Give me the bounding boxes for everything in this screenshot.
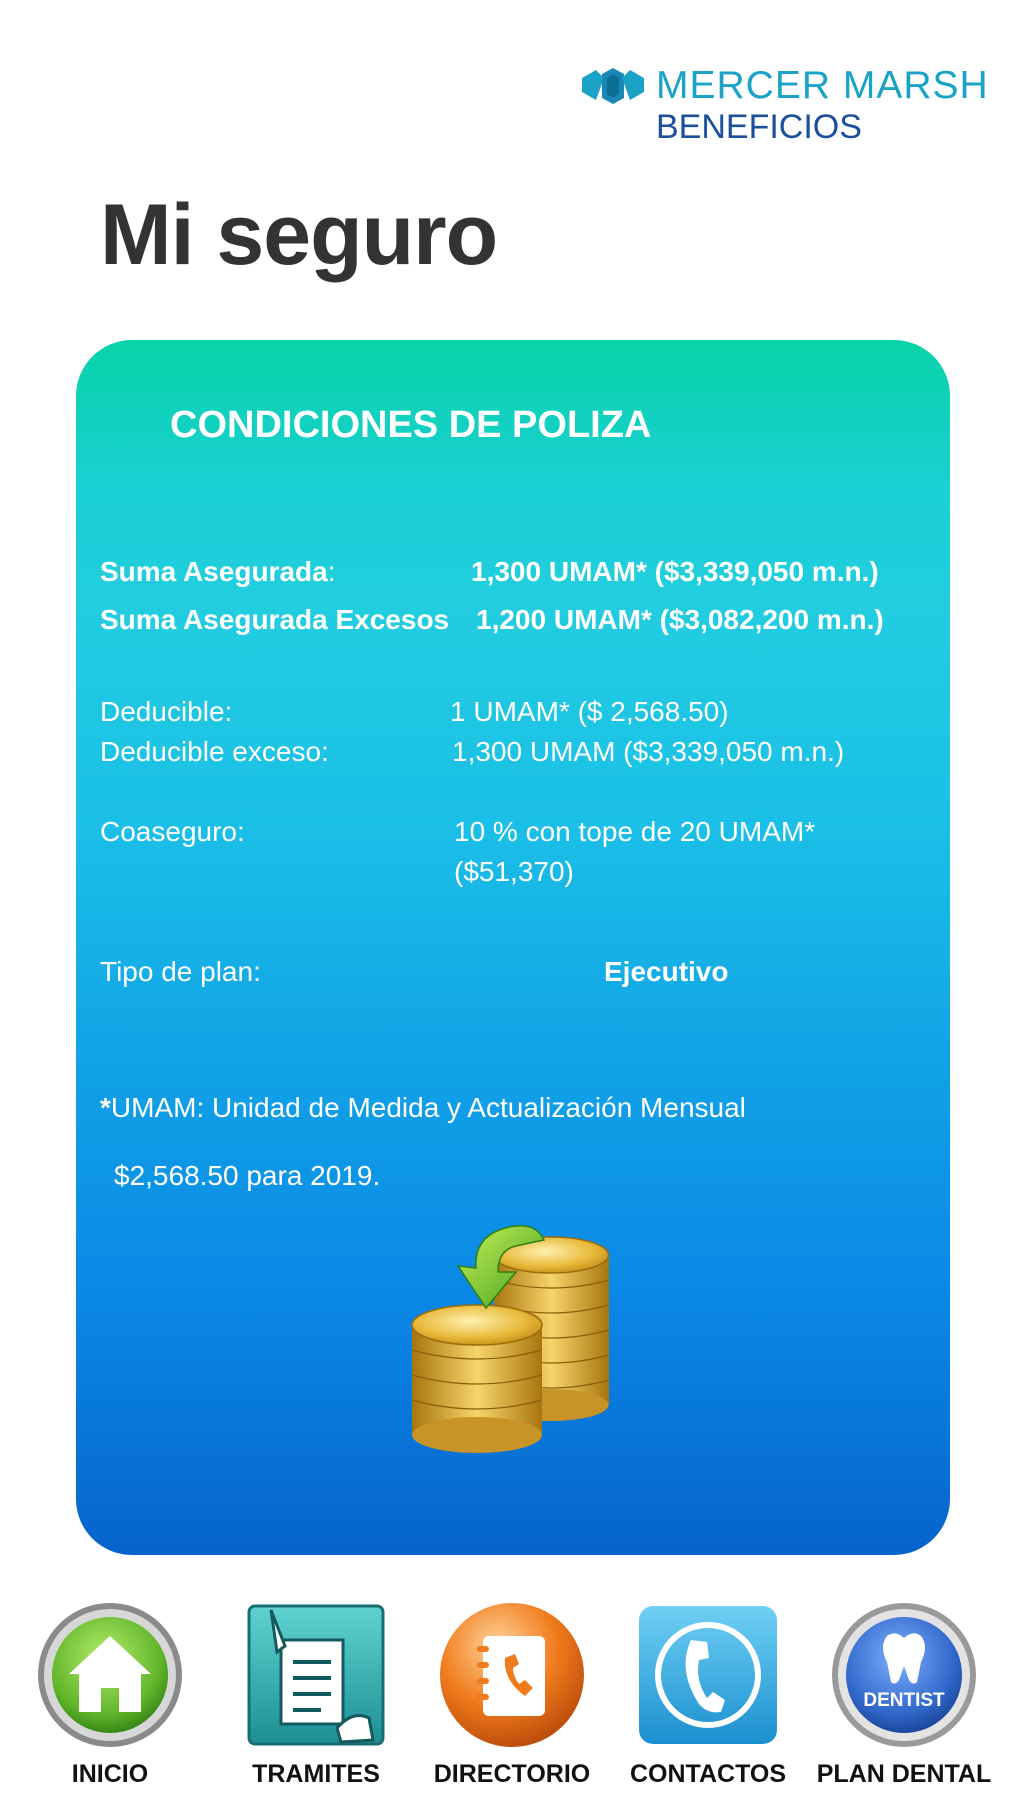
suma-excesos-label: Suma Asegurada Excesos xyxy=(100,604,450,635)
dentist-icon-text: DENTIST xyxy=(863,1690,945,1711)
home-icon xyxy=(35,1600,185,1750)
deducible-exceso-value: 1,300 UMAM ($3,339,050 m.n.) xyxy=(452,736,845,767)
nav-inicio-label: INICIO xyxy=(71,1760,149,1788)
suma-asegurada-label: Suma Asegurada: xyxy=(100,556,336,587)
nav-inicio-button[interactable] xyxy=(20,1600,200,1805)
mercer-marsh-logo xyxy=(580,62,989,152)
nav-tramites-label: TRAMITES xyxy=(252,1760,380,1788)
logo-mark-icon xyxy=(582,68,644,104)
nav-plan-dental-label: PLAN DENTAL xyxy=(816,1760,992,1788)
coaseguro-value: 10 % con tope de 20 UMAM* xyxy=(454,816,816,847)
address-book-icon xyxy=(437,1600,587,1750)
policy-conditions-card xyxy=(76,340,950,1555)
footnote-definition: *UMAM: Unidad de Medida y Actualización Mensual xyxy=(100,1092,746,1123)
footnote-value: $2,568.50 para 2019. xyxy=(114,1160,381,1191)
tipo-plan-value: Ejecutivo xyxy=(604,956,729,987)
brand-subname: BENEFICIOS xyxy=(656,108,862,146)
card-title: CONDICIONES DE POLIZA xyxy=(170,404,652,446)
nav-plan-dental-button[interactable] xyxy=(814,1600,994,1805)
nav-directorio-label: DIRECTORIO xyxy=(433,1760,591,1788)
deducible-exceso-label: Deducible exceso: xyxy=(100,736,329,767)
tooth-icon xyxy=(829,1600,979,1750)
coaseguro-value-cap: ($51,370) xyxy=(454,856,574,887)
suma-excesos-value: 1,200 UMAM* ($3,082,200 m.n.) xyxy=(476,604,884,635)
phone-icon xyxy=(633,1600,783,1750)
tipo-plan-label: Tipo de plan: xyxy=(100,956,261,987)
suma-asegurada-value: 1,300 UMAM* ($3,339,050 m.n.) xyxy=(471,556,879,587)
document-hand-icon xyxy=(241,1600,391,1750)
deducible-value: 1 UMAM* ($ 2,568.50) xyxy=(450,696,729,727)
nav-tramites-button[interactable] xyxy=(226,1600,406,1805)
page-title: Mi seguro xyxy=(100,187,498,283)
deducible-label: Deducible: xyxy=(100,696,233,727)
coaseguro-label: Coaseguro: xyxy=(100,816,245,847)
brand-name: MERCER MARSH xyxy=(656,64,989,107)
nav-contactos-button[interactable] xyxy=(618,1600,798,1805)
nav-directorio-button[interactable] xyxy=(422,1600,602,1805)
nav-contactos-label: CONTACTOS xyxy=(629,1760,787,1788)
gold-coins-icon xyxy=(394,1220,644,1470)
